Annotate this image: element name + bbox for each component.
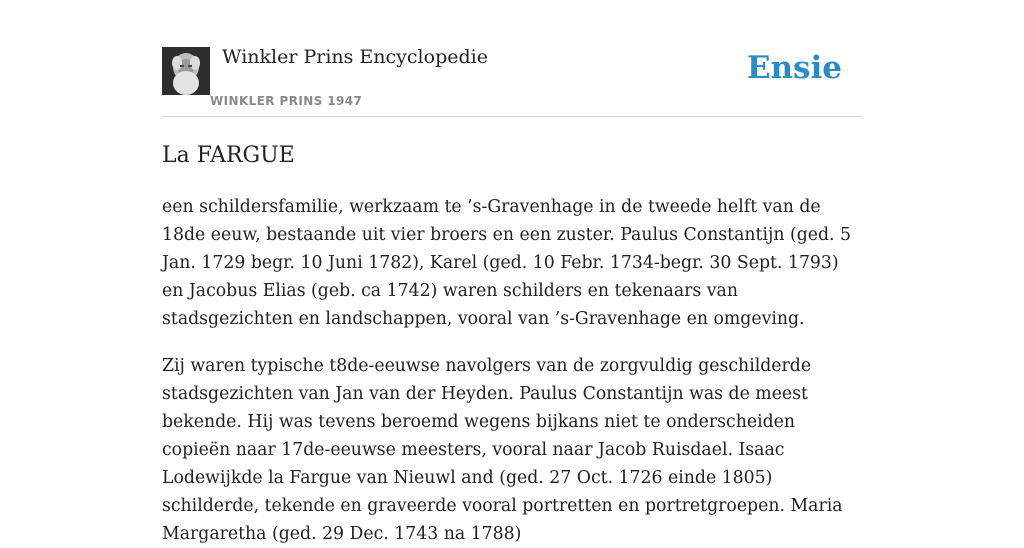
site-name[interactable]: Winkler Prins Encyclopedie <box>222 46 488 68</box>
article-paragraph: Zij waren typische t8de-eeuwse navolgers van de zorgvuldig geschilderde stadsgezichten van Jan van der Heyden. Paulus Constantijn was de meest bekende. Hij was tevens beroemd wegens bijkans niet te onderscheiden copieën naar 17de-eeuwse meesters, vooral naar Jacob Ruisdael. Isaac Lodewijkde la Fargue van Nieuwl and (ged. 27 Oct. 1726 einde 1805) schilderde, tekende en graveerde vooral portretten en portretgroepen. Maria Margaretha (ged. 29 Dec. 1743 na 1788) <box>162 356 843 544</box>
page <box>162 0 862 544</box>
bearded-man-portrait-icon[interactable] <box>162 47 210 95</box>
ensie-logo[interactable]: Ensie <box>746 50 842 86</box>
edition-label[interactable]: WINKLER PRINS 1947 <box>210 94 363 108</box>
article-paragraph: een schildersfamilie, werkzaam te ’s-Gravenhage in de tweede helft van de 18de eeuw, bestaande uit vier broers en een zuster. Paulus Constantijn (ged. 5 Jan. 1729 begr. 10 Juni 1782), Karel (ged. 10 Febr. 1734-begr. 30 Sept. 1793) en Jacobus Elias (geb. ca 1742) waren schilders en tekenaars van stadsgezichten en landschappen, vooral van ’s-Gravenhage en omgeving. <box>162 197 852 329</box>
site-header <box>162 0 862 117</box>
article-title: La FARGUE <box>162 143 295 168</box>
